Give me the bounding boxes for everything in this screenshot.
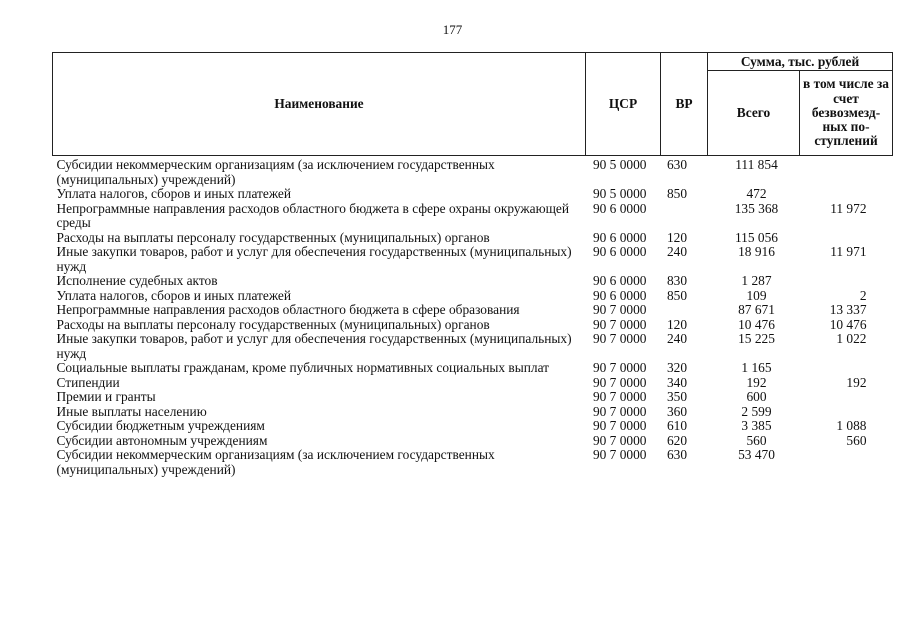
table-row [53, 245, 893, 274]
cell-total: 1 165 [741, 360, 772, 375]
cell-vr: 120 [666, 229, 688, 245]
cell-vr [661, 202, 708, 231]
cell-grants: 11 971 [830, 244, 867, 259]
cell-csr: 90 7 0000 [592, 374, 647, 390]
cell-name: Субсидии некоммерческим организациям (за исключением государственных (муниципальных) учреждений) [56, 447, 495, 477]
cell-vr: 850 [666, 186, 688, 201]
header-name: Наименование [53, 53, 586, 156]
cell-total: 18 916 [738, 244, 775, 259]
cell-total: 600 [746, 389, 767, 404]
header-csr: ЦСР [586, 53, 661, 156]
cell-name: Непрограммные направления расходов областного бюджета в сфере охраны окружающей среды [56, 200, 570, 230]
cell-vr: 360 [666, 403, 688, 419]
cell-csr: 90 6 0000 [592, 287, 647, 303]
cell-name: Иные закупки товаров, работ и услуг для обеспечения государственных (муниципальных) нужд [56, 244, 572, 274]
cell-csr: 90 7 0000 [592, 389, 647, 404]
cell-total: 111 854 [735, 157, 778, 172]
cell-name: Иные закупки товаров, работ и услуг для обеспечения государственных (муниципальных) нужд [56, 331, 572, 361]
page-number: 177 [442, 22, 463, 37]
cell-name: Стипендии [56, 374, 120, 390]
cell-vr [661, 303, 708, 318]
cell-name: Субсидии автономным учреждениям [56, 432, 268, 448]
cell-csr: 90 7 0000 [592, 316, 647, 332]
table-row [53, 274, 893, 289]
cell-total: 2 599 [741, 403, 772, 419]
cell-grants [800, 405, 893, 420]
cell-grants: 1 088 [836, 418, 867, 433]
cell-vr: 240 [666, 331, 688, 346]
cell-csr: 90 6 0000 [592, 229, 647, 245]
header-sum: Сумма, тыс. рублей [708, 53, 893, 71]
cell-csr: 90 7 0000 [592, 432, 647, 448]
cell-grants: 11 972 [830, 200, 867, 216]
cell-name: Уплата налогов, сборов и иных платежей [56, 287, 292, 303]
cell-csr: 90 7 0000 [592, 447, 647, 462]
cell-grants: 10 476 [829, 316, 867, 332]
budget-table [52, 52, 893, 477]
cell-total: 560 [746, 432, 767, 448]
cell-csr: 90 5 0000 [592, 186, 647, 201]
cell-vr: 240 [666, 244, 688, 259]
cell-name: Исполнение судебных актов [56, 273, 218, 288]
cell-grants: 13 337 [829, 302, 867, 317]
table-row [53, 361, 893, 376]
cell-name: Субсидии некоммерческим организациям (за исключением государственных (муниципальных) учреждений) [56, 157, 495, 187]
cell-name: Премии и гранты [56, 389, 156, 404]
header-total: Всего [708, 71, 800, 156]
cell-name: Уплата налогов, сборов и иных платежей [56, 186, 292, 201]
cell-name: Расходы на выплаты персоналу государственных (муниципальных) органов [56, 229, 490, 245]
cell-csr: 90 7 0000 [592, 403, 647, 419]
cell-total: 115 056 [734, 229, 779, 245]
header-vr: ВР [661, 53, 708, 156]
cell-grants [800, 361, 893, 376]
cell-vr: 630 [666, 157, 688, 172]
cell-vr: 850 [666, 287, 688, 303]
cell-csr: 90 6 0000 [592, 244, 647, 259]
table-row [53, 376, 893, 391]
cell-grants: 2 [859, 287, 867, 303]
table-row [53, 202, 893, 231]
header-grants: в том числе за счет безвозмезд-ных по-ступлений [800, 71, 893, 156]
cell-total: 135 368 [734, 200, 779, 216]
cell-total: 472 [746, 186, 767, 201]
cell-total: 109 [746, 287, 767, 303]
table-row [53, 332, 893, 361]
table-row [53, 448, 893, 477]
cell-vr: 620 [666, 432, 688, 448]
table-row [53, 303, 893, 318]
cell-csr: 90 7 0000 [592, 302, 647, 317]
cell-grants: 1 022 [836, 331, 867, 346]
cell-grants: 192 [846, 374, 867, 390]
cell-csr: 90 7 0000 [592, 418, 647, 433]
table-row [53, 231, 893, 246]
table-row [53, 419, 893, 434]
cell-name: Иные выплаты населению [56, 403, 207, 419]
cell-name: Непрограммные направления расходов областного бюджета в сфере образования [56, 302, 520, 317]
cell-grants [800, 274, 893, 289]
table-row [53, 390, 893, 405]
cell-csr: 90 5 0000 [592, 157, 647, 172]
cell-vr: 320 [666, 360, 688, 375]
cell-vr: 610 [666, 418, 688, 433]
cell-total: 192 [746, 374, 767, 390]
cell-csr: 90 7 0000 [592, 331, 647, 346]
cell-grants [800, 231, 893, 246]
cell-total: 1 287 [741, 273, 772, 288]
cell-vr: 120 [666, 316, 688, 332]
cell-name: Социальные выплаты гражданам, кроме публичных нормативных социальных выплат [56, 360, 550, 375]
cell-name: Субсидии бюджетным учреждениям [56, 418, 265, 433]
cell-total: 15 225 [738, 331, 775, 346]
cell-grants: 560 [846, 432, 867, 448]
cell-total: 10 476 [738, 316, 775, 332]
table-row [53, 434, 893, 449]
cell-vr: 340 [666, 374, 688, 390]
table-row [53, 289, 893, 304]
cell-csr: 90 6 0000 [592, 273, 647, 288]
table-header [53, 53, 893, 156]
table-row [53, 187, 893, 202]
cell-grants [800, 156, 893, 188]
cell-vr: 350 [666, 389, 688, 404]
cell-total: 53 470 [738, 447, 775, 462]
cell-grants [800, 390, 893, 405]
cell-grants [800, 448, 893, 477]
cell-name: Расходы на выплаты персоналу государственных (муниципальных) органов [56, 316, 490, 332]
cell-total: 87 671 [738, 302, 775, 317]
table-row [53, 156, 893, 188]
table-row [53, 318, 893, 333]
table-row [53, 405, 893, 420]
cell-total: 3 385 [741, 418, 772, 433]
table-body [53, 156, 893, 478]
cell-grants [800, 187, 893, 202]
cell-vr: 830 [666, 273, 688, 288]
cell-vr: 630 [666, 447, 688, 462]
cell-csr: 90 7 0000 [592, 360, 647, 375]
cell-csr: 90 6 0000 [592, 200, 647, 216]
